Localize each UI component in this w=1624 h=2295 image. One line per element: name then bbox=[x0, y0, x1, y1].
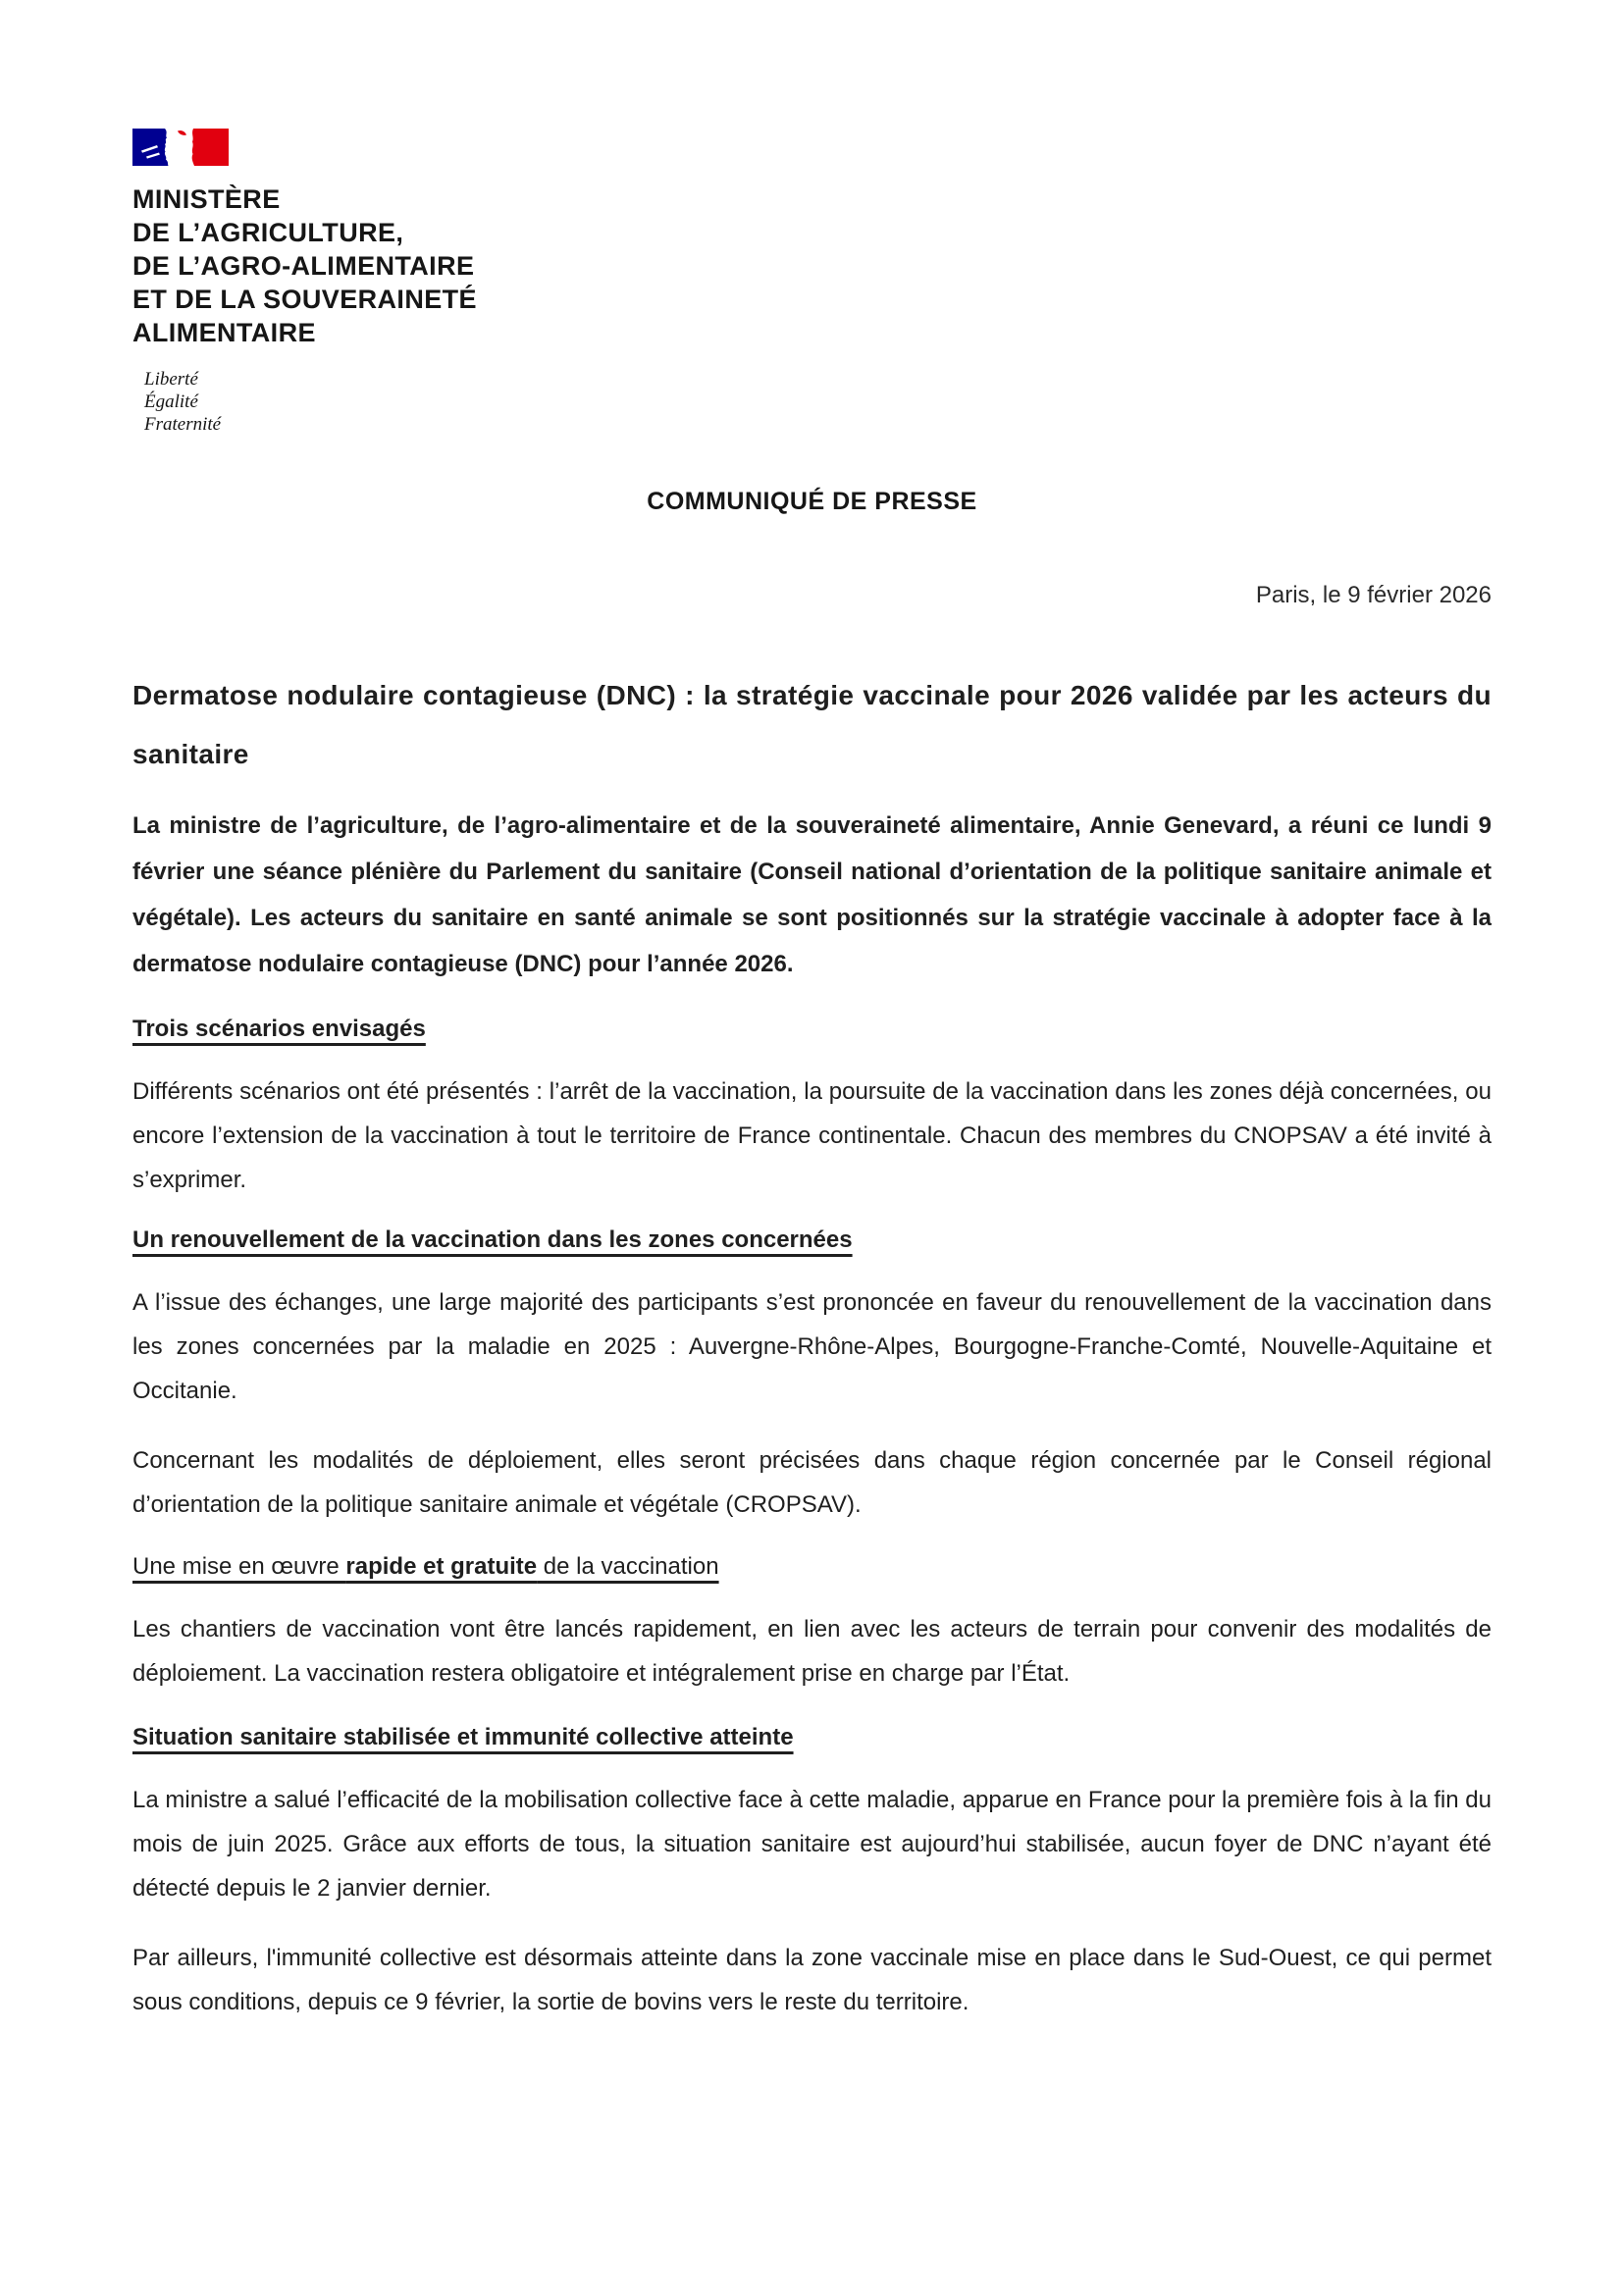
body-paragraph: Les chantiers de vaccination vont être lancés rapidement, en lien avec les acteurs de terrain pour convenir des modalités de déploiement. La vaccination restera obligatoire et intégralement prise en charge par l’État. bbox=[132, 1616, 1492, 1687]
section-heading-scenarios: Trois scénarios envisagés bbox=[132, 1016, 426, 1042]
french-republic-flag-logo bbox=[132, 129, 229, 166]
press-release-label: COMMUNIQUÉ DE PRESSE bbox=[647, 488, 977, 515]
republic-motto bbox=[144, 368, 1492, 436]
motto-line: Égalité bbox=[144, 391, 198, 412]
lead-paragraph: La ministre de l’agriculture, de l’agro-alimentaire et de la souveraineté alimentaire, Annie Genevard, a réuni ce lundi 9 février une séance plénière du Parlement du sanitaire (Conseil national d’orientation de la politique sanitaire animale et végétale). Les acteurs du sanitaire en santé animale se sont positionnés sur la stratégie vaccinale à adopter face à la dermatose nodulaire contagieuse (DNC) pour l’année 2026. bbox=[132, 812, 1492, 977]
body-paragraph: Concernant les modalités de déploiement, elles seront précisées dans chaque région concernée par le Conseil régional d’orientation de la politique sanitaire animale et végétale (CROPSAV). bbox=[132, 1447, 1492, 1518]
flag-red-panel bbox=[186, 129, 229, 166]
section-heading-renouvellement: Un renouvellement de la vaccination dans les zones concernées bbox=[132, 1226, 853, 1253]
motto-line: Liberté bbox=[144, 369, 198, 390]
section-heading-situation-sanitaire: Situation sanitaire stabilisée et immunité collective atteinte bbox=[132, 1724, 794, 1750]
article-title: Dermatose nodulaire contagieuse (DNC) : la stratégie vaccinale pour 2026 validée par les acteurs du sanitaire bbox=[132, 680, 1492, 769]
ministry-name-line: DE L’AGRICULTURE, bbox=[132, 218, 404, 247]
section-heading-mise-en-oeuvre bbox=[132, 1552, 1492, 1582]
body-paragraph: Différents scénarios ont été présentés : l’arrêt de la vaccination, la poursuite de la vaccination dans les zones déjà concernées, ou encore l’extension de la vaccination à tout le territoire de France continentale. Chacun des membres du CNOPSAV a été invité à s’exprimer. bbox=[132, 1078, 1492, 1193]
heading-text-bold: rapide et gratuite bbox=[345, 1553, 538, 1580]
ministry-name-line: ET DE LA SOUVERAINETÉ bbox=[132, 285, 477, 314]
body-paragraph: A l’issue des échanges, une large majorité des participants s’est prononcée en faveur du renouvellement de la vaccination dans les zones concernées par la maladie en 2025 : Auvergne-Rhône-Alpes, Bourgogne-Franche-Comté, Nouvelle-Aquitaine et Occitanie. bbox=[132, 1289, 1492, 1404]
motto-line: Fraternité bbox=[144, 414, 222, 435]
ministry-name bbox=[132, 183, 1492, 349]
body-paragraph: La ministre a salué l’efficacité de la mobilisation collective face à cette maladie, apparue en France pour la première fois à la fin du mois de juin 2025. Grâce aux efforts de tous, la situation sanitaire est aujourd’hui stabilisée, aucun foyer de DNC n’ayant été détecté depuis le 2 janvier dernier. bbox=[132, 1787, 1492, 1902]
ministry-name-line: MINISTÈRE bbox=[132, 184, 281, 214]
heading-text-regular: Une mise en œuvre bbox=[132, 1553, 346, 1580]
ministry-name-line: ALIMENTAIRE bbox=[132, 318, 316, 347]
heading-text-regular: de la vaccination bbox=[537, 1553, 719, 1580]
hair-lock bbox=[178, 130, 186, 135]
dateline: Paris, le 9 février 2026 bbox=[1255, 582, 1492, 608]
body-paragraph: Par ailleurs, l'immunité collective est désormais atteinte dans la zone vaccinale mise en place dans le Sud-Ouest, ce qui permet sous conditions, depuis ce 9 février, la sortie de bovins vers le reste du territoire. bbox=[132, 1945, 1492, 2015]
ministry-name-line: DE L’AGRO-ALIMENTAIRE bbox=[132, 251, 475, 281]
letterhead bbox=[132, 0, 1492, 436]
